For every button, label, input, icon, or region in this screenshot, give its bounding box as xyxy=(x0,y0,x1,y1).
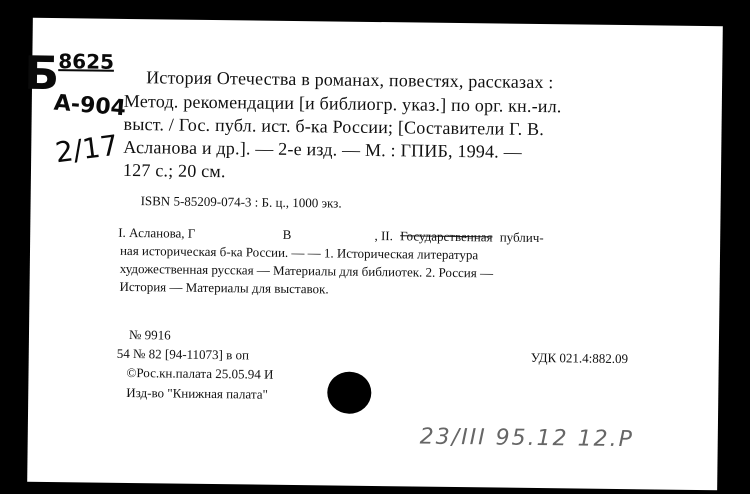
udk-code: УДК 021.4:882.09 xyxy=(530,349,629,367)
tracing-cont: публич- xyxy=(499,229,544,246)
isbn-line: ISBN 5-85209-074-3 : Б. ц., 1000 экз. xyxy=(140,193,342,211)
ink-blot xyxy=(327,371,372,414)
handwritten-bottom-note: 23/III 95.12 12.Р xyxy=(419,424,634,453)
catalog-card xyxy=(23,18,723,490)
entry-line-5: 127 с.; 20 см. xyxy=(122,159,226,182)
entry-line-2: Метод. рекомендации [и библиогр. указ.] по орг. кн.-ил. xyxy=(123,90,562,117)
tracing-struck-word: Государственная xyxy=(400,228,493,245)
handwritten-shelfmark: А-904 xyxy=(52,90,127,122)
entry-line-3: выст. / Гос. публ. ист. б-ка России; [Составители Г. В. xyxy=(123,113,545,140)
tracing-line-2: ная историческая б-ка России. — — 1. Историческая литература xyxy=(119,242,479,263)
entry-line-4: Асланова и др.]. — 2-е изд. — М. : ГПИБ, 1994. — xyxy=(123,136,522,162)
tracing-line-4: История — Материалы для выставок. xyxy=(119,278,329,297)
tracing-author: I. Асланова, Г xyxy=(118,224,196,241)
order-line: 54 № 82 [94-11073] в оп xyxy=(116,345,250,363)
handwritten-letter: Б xyxy=(23,45,60,101)
handwritten-note: 2/17 xyxy=(53,128,120,170)
publisher-line: Изд-во "Книжная палата" xyxy=(126,384,268,402)
tracing-line-3: художественная русская — Материалы для библиотек. 2. Россия — xyxy=(119,260,494,281)
tracing-initial: В xyxy=(282,226,292,242)
copyright-line: ©Рос.кн.палата 25.05.94 И xyxy=(126,364,274,382)
handwritten-number: 8625 xyxy=(58,49,115,74)
card-number: № 9916 xyxy=(128,327,171,343)
tracing-sep: , II. xyxy=(374,227,394,244)
entry-line-1: История Отечества в романах, повестях, рассказах : xyxy=(146,67,554,93)
